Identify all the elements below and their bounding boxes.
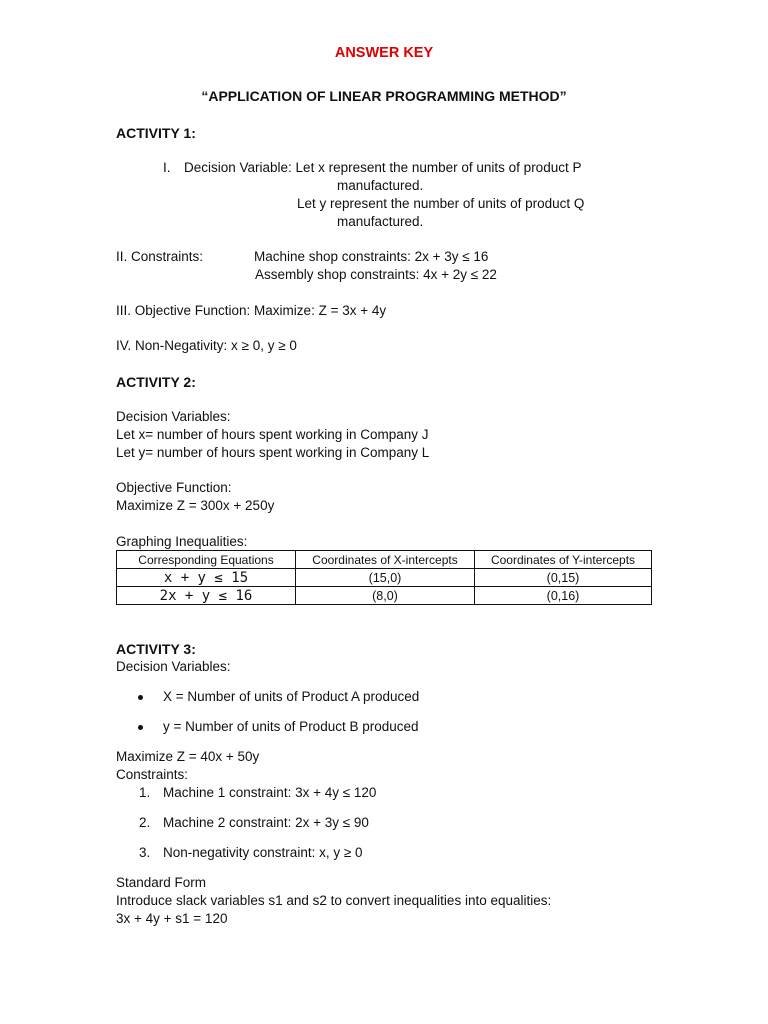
- table-cell-equation: 2x + y ≤ 16: [117, 587, 296, 605]
- table-cell-x-intercept: (8,0): [296, 587, 475, 605]
- table-header-row: [117, 551, 652, 569]
- activity1-item-i-number: I.: [163, 160, 171, 175]
- activity1-decision-variable-line4: manufactured.: [337, 214, 424, 229]
- activity1-decision-variable-line1: Decision Variable: Let x represent the number of units of product P: [184, 160, 582, 175]
- activity1-objective-function: III. Objective Function: Maximize: Z = 3x + 4y: [116, 303, 387, 318]
- activity3-decision-variables-label: Decision Variables:: [116, 659, 231, 674]
- activity2-variable-x: Let x= number of hours spent working in Company J: [116, 427, 429, 442]
- table-row: [117, 569, 652, 587]
- activity2-heading: ACTIVITY 2:: [116, 374, 196, 390]
- table-header-cell: Coordinates of X-intercepts: [296, 551, 475, 569]
- activity2-objective-function: Maximize Z = 300x + 250y: [116, 498, 275, 513]
- answer-key-heading: ANSWER KEY: [334, 45, 434, 61]
- activity2-variable-y: Let y= number of hours spent working in Company L: [116, 445, 430, 460]
- activity2-objective-label: Objective Function:: [116, 480, 232, 495]
- table-cell-equation: x + y ≤ 15: [117, 569, 296, 587]
- activity3-equation1: 3x + 4y + s1 = 120: [116, 911, 228, 926]
- bullet-dot-icon: [138, 695, 143, 700]
- table-cell-x-intercept: (15,0): [296, 569, 475, 587]
- intercepts-table: [116, 550, 652, 605]
- activity3-constraint2: Machine 2 constraint: 2x + 3y ≤ 90: [163, 815, 369, 830]
- table-cell-y-intercept: (0,15): [475, 569, 652, 587]
- activity3-maximize: Maximize Z = 40x + 50y: [116, 749, 260, 764]
- activity1-decision-variable-line3: Let y represent the number of units of product Q: [297, 196, 585, 211]
- activity3-constraint1: Machine 1 constraint: 3x + 4y ≤ 120: [163, 785, 377, 800]
- table-header-cell: Corresponding Equations: [117, 551, 296, 569]
- activity1-heading: ACTIVITY 1:: [116, 125, 196, 141]
- activity3-heading: ACTIVITY 3:: [116, 641, 196, 657]
- activity1-decision-variable-line2: manufactured.: [337, 178, 424, 193]
- table-row: [117, 587, 652, 605]
- activity3-constraint3-number: 3.: [139, 845, 151, 860]
- activity3-slack-intro: Introduce slack variables s1 and s2 to convert inequalities into equalities:: [116, 893, 552, 908]
- activity2-graphing-label: Graphing Inequalities:: [116, 534, 248, 549]
- table-cell-y-intercept: (0,16): [475, 587, 652, 605]
- activity1-constraints-label: II. Constraints:: [116, 249, 204, 264]
- activity1-machine-shop-constraint: Machine shop constraints: 2x + 3y ≤ 16: [254, 249, 489, 264]
- activity1-non-negativity: IV. Non-Negativity: x ≥ 0, y ≥ 0: [116, 338, 297, 353]
- document-title: “APPLICATION OF LINEAR PROGRAMMING METHOD”: [201, 88, 567, 104]
- activity3-constraint3: Non-negativity constraint: x, y ≥ 0: [163, 845, 363, 860]
- activity3-constraint2-number: 2.: [139, 815, 151, 830]
- activity1-assembly-shop-constraint: Assembly shop constraints: 4x + 2y ≤ 22: [255, 267, 497, 282]
- bullet-dot-icon: [138, 725, 143, 730]
- activity3-standard-form-label: Standard Form: [116, 875, 207, 890]
- activity3-bullet-x: X = Number of units of Product A produced: [163, 689, 420, 704]
- activity2-decision-variables-label: Decision Variables:: [116, 409, 231, 424]
- activity3-constraint1-number: 1.: [139, 785, 151, 800]
- activity3-constraints-label: Constraints:: [116, 767, 189, 782]
- activity3-bullet-y: y = Number of units of Product B produced: [163, 719, 419, 734]
- table-header-cell: Coordinates of Y-intercepts: [475, 551, 652, 569]
